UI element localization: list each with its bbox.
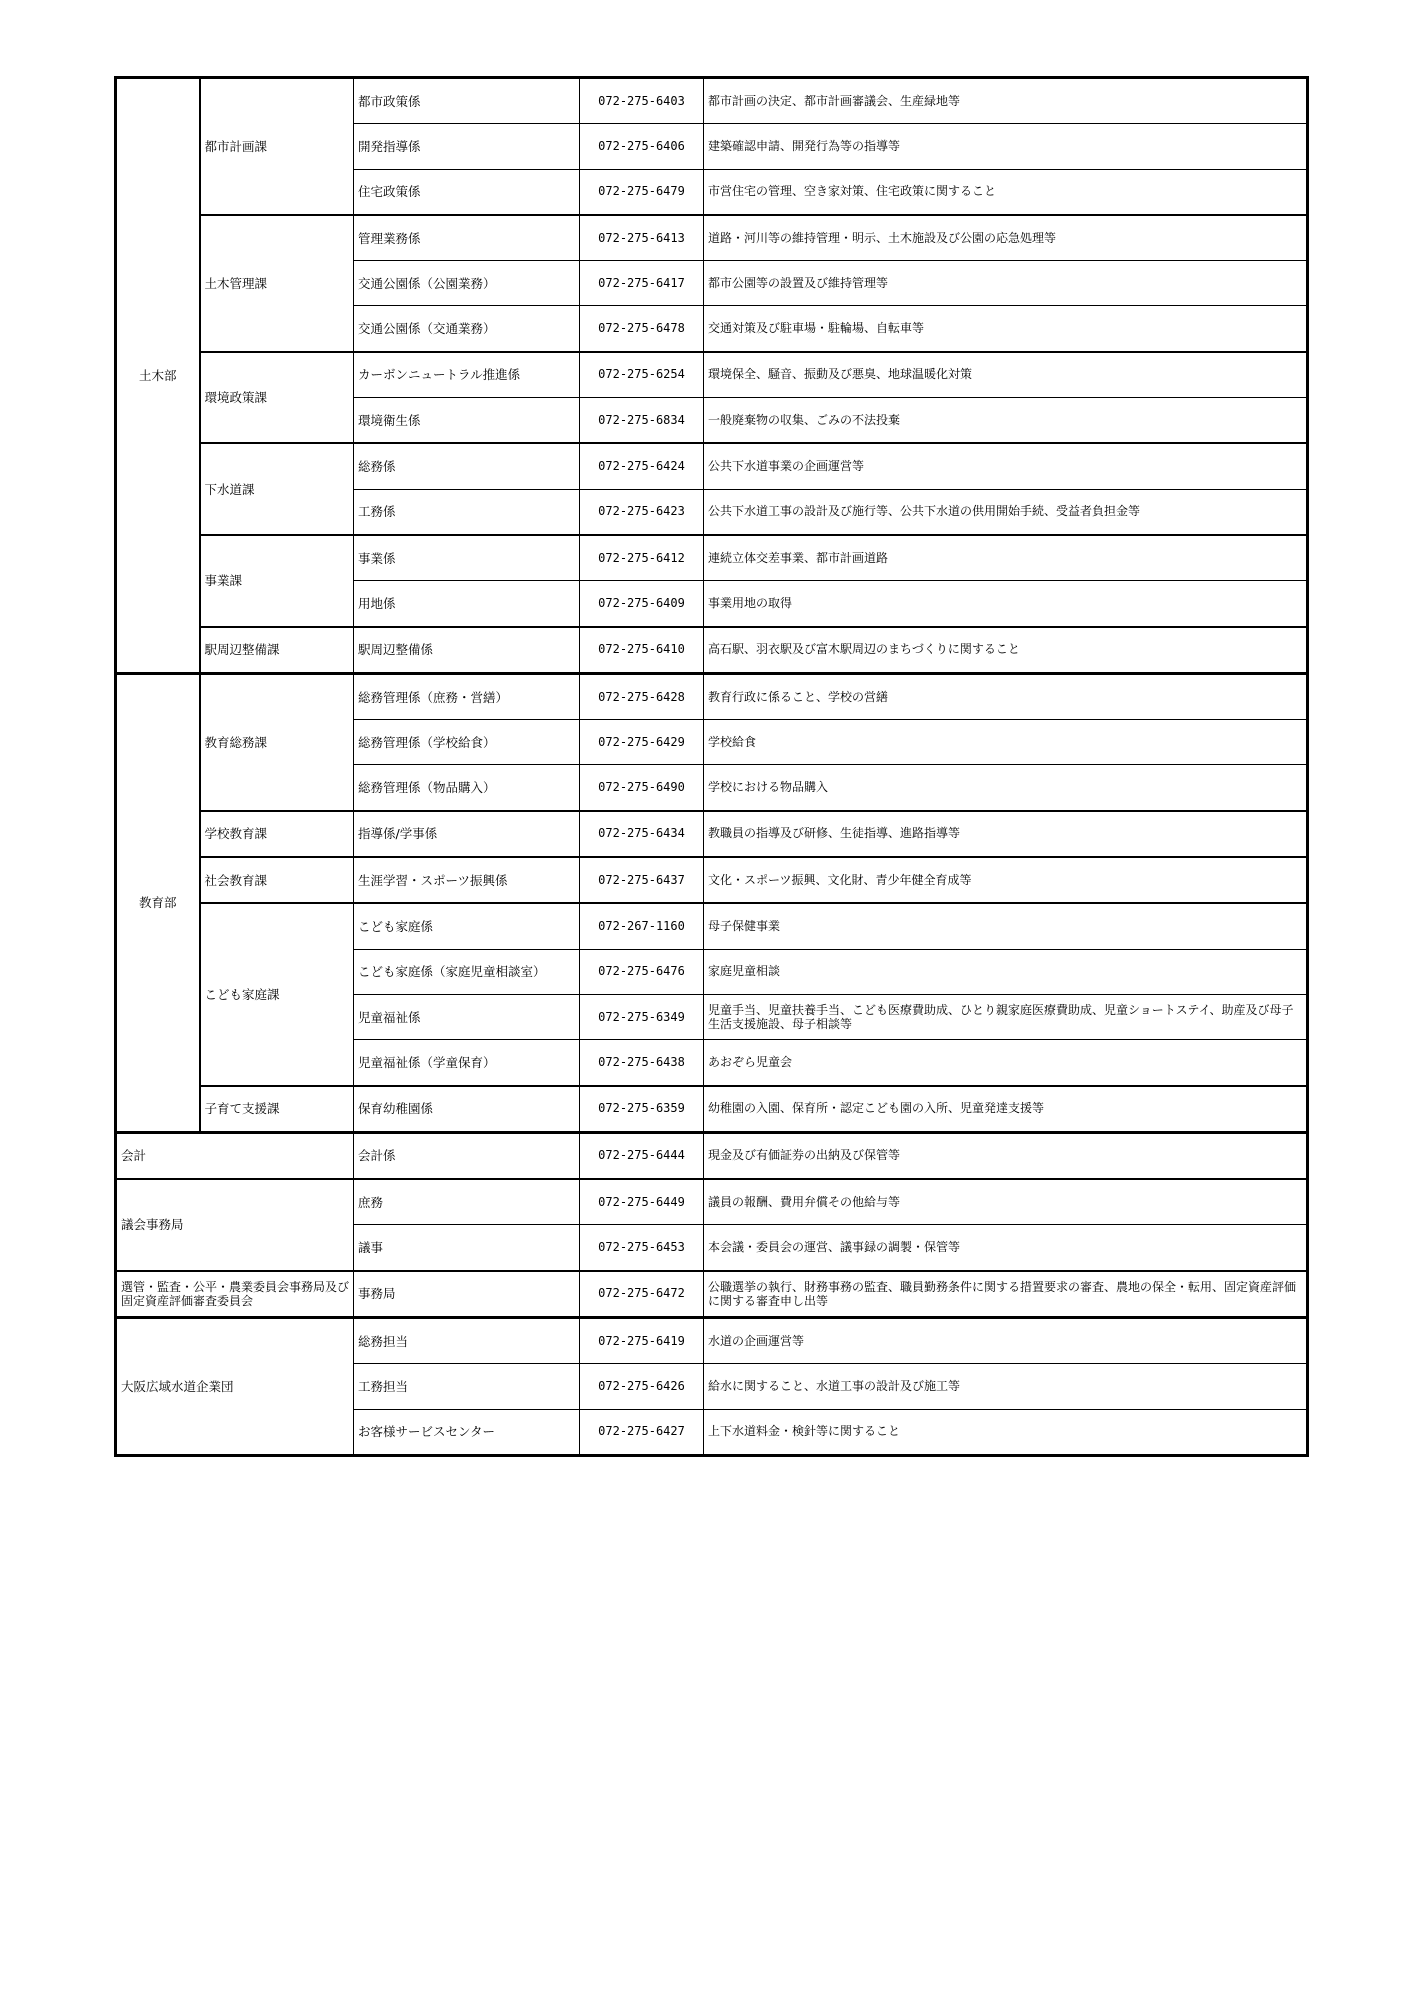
section-name: 都市計画課	[200, 78, 354, 215]
phone-number: 072-275-6410	[580, 627, 704, 674]
unit-name: 都市政策係	[354, 78, 580, 124]
duties-description: 建築確認申請、開発行為等の指導等	[704, 124, 1308, 169]
unit-name: こども家庭係	[354, 903, 580, 949]
duties-description: 給水に関すること、水道工事の設計及び施工等	[704, 1364, 1308, 1409]
table-row	[116, 352, 1308, 398]
department-name: 教育部	[116, 673, 200, 1132]
duties-description: 児童手当、児童扶養手当、こども医療費助成、ひとり親家庭医療費助成、児童ショートステイ、助産及び母子生活支援施設、母子相談等	[704, 994, 1308, 1039]
section-name: 教育総務課	[200, 673, 354, 810]
phone-number: 072-275-6444	[580, 1132, 704, 1179]
table-row	[116, 1179, 1308, 1225]
unit-name: 総務係	[354, 443, 580, 489]
unit-name: 庶務	[354, 1179, 580, 1225]
phone-number: 072-275-6429	[580, 720, 704, 765]
section-name: こども家庭課	[200, 903, 354, 1085]
duties-description: あおぞら児童会	[704, 1040, 1308, 1086]
duties-description: 本会議・委員会の運営、議事録の調製・保管等	[704, 1225, 1308, 1271]
duties-description: 文化・スポーツ振興、文化財、青少年健全育成等	[704, 857, 1308, 903]
unit-name: こども家庭係（家庭児童相談室）	[354, 949, 580, 994]
duties-description: 教職員の指導及び研修、生徒指導、進路指導等	[704, 811, 1308, 857]
phone-number: 072-275-6438	[580, 1040, 704, 1086]
phone-number: 072-275-6417	[580, 261, 704, 306]
unit-name: 工務係	[354, 489, 580, 535]
unit-name: 管理業務係	[354, 215, 580, 261]
unit-name: 総務担当	[354, 1318, 580, 1364]
phone-number: 072-267-1160	[580, 903, 704, 949]
phone-number: 072-275-6426	[580, 1364, 704, 1409]
duties-description: 都市計画の決定、都市計画審議会、生産緑地等	[704, 78, 1308, 124]
phone-number: 072-275-6478	[580, 306, 704, 352]
duties-description: 一般廃棄物の収集、ごみの不法投棄	[704, 398, 1308, 444]
unit-name: 児童福祉係	[354, 994, 580, 1039]
duties-description: 公共下水道工事の設計及び施行等、公共下水道の供用開始手続、受益者負担金等	[704, 489, 1308, 535]
duties-description: 上下水道料金・検針等に関すること	[704, 1409, 1308, 1455]
phone-number: 072-275-6490	[580, 765, 704, 811]
unit-name: カーボンニュートラル推進係	[354, 352, 580, 398]
duties-description: 現金及び有価証券の出納及び保管等	[704, 1132, 1308, 1179]
phone-number: 072-275-6479	[580, 169, 704, 215]
table-row	[116, 627, 1308, 674]
duties-description: 母子保健事業	[704, 903, 1308, 949]
table-row	[116, 857, 1308, 903]
duties-description: 水道の企画運営等	[704, 1318, 1308, 1364]
phone-number: 072-275-6419	[580, 1318, 704, 1364]
phone-number: 072-275-6423	[580, 489, 704, 535]
phone-number: 072-275-6834	[580, 398, 704, 444]
table-row	[116, 1132, 1308, 1179]
unit-name: 保育幼稚園係	[354, 1086, 580, 1133]
table-row	[116, 1318, 1308, 1364]
unit-name: 開発指導係	[354, 124, 580, 169]
section-name: 駅周辺整備課	[200, 627, 354, 674]
duties-description: 議員の報酬、費用弁償その他給与等	[704, 1179, 1308, 1225]
phone-number: 072-275-6406	[580, 124, 704, 169]
duties-description: 学校における物品購入	[704, 765, 1308, 811]
phone-number: 072-275-6472	[580, 1271, 704, 1318]
table-row	[116, 215, 1308, 261]
duties-description: 公職選挙の執行、財務事務の監査、職員勤務条件に関する措置要求の審査、農地の保全・転用、固定資産評価に関する審査申し出等	[704, 1271, 1308, 1318]
unit-name: お客様サービスセンター	[354, 1409, 580, 1455]
duties-description: 家庭児童相談	[704, 949, 1308, 994]
duties-description: 事業用地の取得	[704, 581, 1308, 627]
unit-name: 生涯学習・スポーツ振興係	[354, 857, 580, 903]
unit-name: 交通公園係（公園業務）	[354, 261, 580, 306]
phone-number: 072-275-6409	[580, 581, 704, 627]
department-name: 土木部	[116, 78, 200, 674]
duties-description: 交通対策及び駐車場・駐輪場、自転車等	[704, 306, 1308, 352]
phone-number: 072-275-6449	[580, 1179, 704, 1225]
unit-name: 事業係	[354, 535, 580, 581]
phone-number: 072-275-6403	[580, 78, 704, 124]
unit-name: 交通公園係（交通業務）	[354, 306, 580, 352]
unit-name: 事務局	[354, 1271, 580, 1318]
section-name: 下水道課	[200, 443, 354, 535]
section-name: 学校教育課	[200, 811, 354, 857]
unit-name: 会計係	[354, 1132, 580, 1179]
unit-name: 用地係	[354, 581, 580, 627]
duties-description: 幼稚園の入園、保育所・認定こども園の入所、児童発達支援等	[704, 1086, 1308, 1133]
unit-name: 総務管理係（物品購入）	[354, 765, 580, 811]
phone-number: 072-275-6349	[580, 994, 704, 1039]
unit-name: 住宅政策係	[354, 169, 580, 215]
phone-number: 072-275-6427	[580, 1409, 704, 1455]
table-row	[116, 673, 1308, 719]
organization-name: 大阪広域水道企業団	[116, 1318, 354, 1456]
phone-number: 072-275-6428	[580, 673, 704, 719]
duties-description: 環境保全、騒音、振動及び悪臭、地球温暖化対策	[704, 352, 1308, 398]
table-row	[116, 535, 1308, 581]
unit-name: 児童福祉係（学童保育）	[354, 1040, 580, 1086]
duties-description: 道路・河川等の維持管理・明示、土木施設及び公園の応急処理等	[704, 215, 1308, 261]
duties-description: 教育行政に係ること、学校の営繕	[704, 673, 1308, 719]
phone-number: 072-275-6476	[580, 949, 704, 994]
duties-description: 公共下水道事業の企画運営等	[704, 443, 1308, 489]
section-name: 事業課	[200, 535, 354, 627]
duties-description: 都市公園等の設置及び維持管理等	[704, 261, 1308, 306]
section-name: 環境政策課	[200, 352, 354, 444]
duties-description: 高石駅、羽衣駅及び富木駅周辺のまちづくりに関すること	[704, 627, 1308, 674]
table-row	[116, 1086, 1308, 1133]
directory-table-body	[116, 78, 1308, 1456]
organization-name: 議会事務局	[116, 1179, 354, 1271]
organization-name: 会計	[116, 1132, 354, 1179]
unit-name: 環境衛生係	[354, 398, 580, 444]
section-name: 土木管理課	[200, 215, 354, 352]
phone-number: 072-275-6413	[580, 215, 704, 261]
department-directory-table	[114, 76, 1309, 1457]
phone-number: 072-275-6434	[580, 811, 704, 857]
table-row	[116, 903, 1308, 949]
unit-name: 工務担当	[354, 1364, 580, 1409]
duties-description: 学校給食	[704, 720, 1308, 765]
duties-description: 市営住宅の管理、空き家対策、住宅政策に関すること	[704, 169, 1308, 215]
table-row	[116, 443, 1308, 489]
phone-number: 072-275-6424	[580, 443, 704, 489]
table-row	[116, 78, 1308, 124]
duties-description: 連続立体交差事業、都市計画道路	[704, 535, 1308, 581]
phone-number: 072-275-6437	[580, 857, 704, 903]
unit-name: 議事	[354, 1225, 580, 1271]
unit-name: 指導係/学事係	[354, 811, 580, 857]
phone-number: 072-275-6453	[580, 1225, 704, 1271]
section-name: 社会教育課	[200, 857, 354, 903]
phone-number: 072-275-6359	[580, 1086, 704, 1133]
section-name: 子育て支援課	[200, 1086, 354, 1133]
unit-name: 駅周辺整備係	[354, 627, 580, 674]
organization-name: 選管・監査・公平・農業委員会事務局及び固定資産評価審査委員会	[116, 1271, 354, 1318]
table-row	[116, 811, 1308, 857]
phone-number: 072-275-6412	[580, 535, 704, 581]
unit-name: 総務管理係（学校給食）	[354, 720, 580, 765]
unit-name: 総務管理係（庶務・営繕）	[354, 673, 580, 719]
phone-number: 072-275-6254	[580, 352, 704, 398]
table-row	[116, 1271, 1308, 1318]
